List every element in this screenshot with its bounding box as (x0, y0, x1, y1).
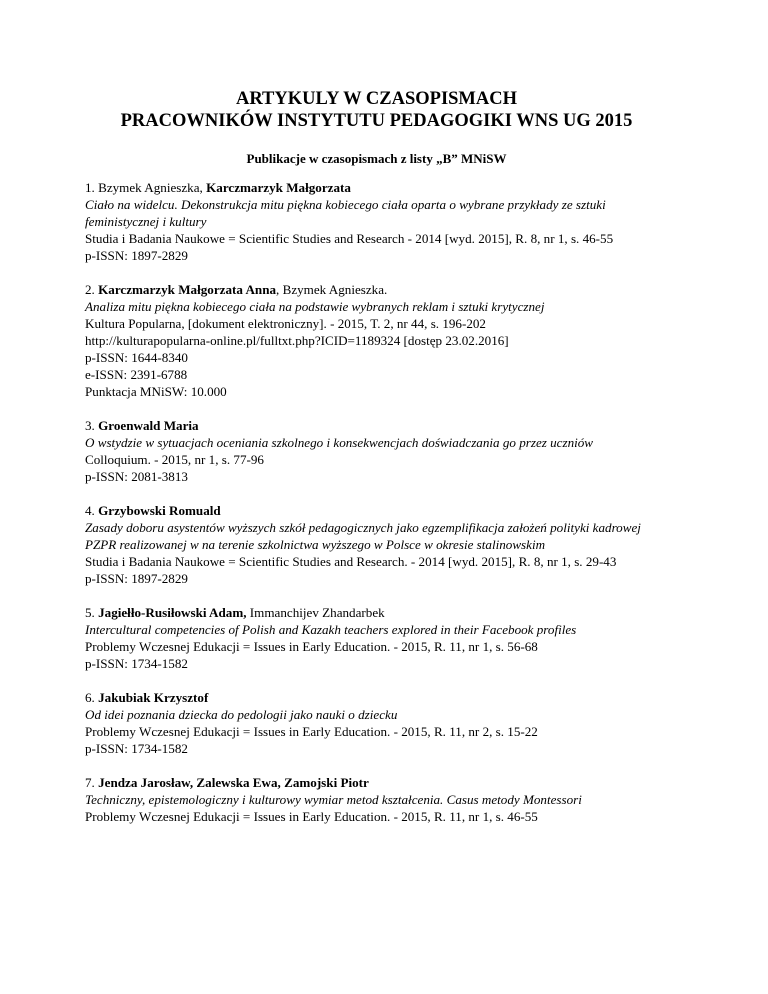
entry-journal: Colloquium. - 2015, nr 1, s. 77-96 (85, 452, 264, 467)
entry-number: 3. (85, 418, 99, 433)
entry-number: 6. (85, 690, 99, 705)
publication-entry-5 (85, 604, 668, 672)
entry-url[interactable]: http://kulturapopularna-online.pl/fulltxt.php?ICID=1189324 [dostęp 23.02.2016] (85, 333, 509, 348)
entry-number: 5. (85, 605, 99, 620)
entry-journal: Studia i Badania Naukowe = Scientific Studies and Research - 2014 [wyd. 2015], R. 8, nr 1, s. 46-55 (85, 231, 614, 246)
entry-number: 7. (85, 775, 99, 790)
entry-title: Ciało na widelcu. Dekonstrukcja mitu piękna kobiecego ciała oparta o wybrane przykłady ze sztuki feministycznej i kultury (85, 197, 606, 229)
entry-score: Punktacja MNiSW: 10.000 (85, 384, 227, 399)
entry-authors-bold: Karczmarzyk Małgorzata Anna (98, 282, 277, 297)
entry-title: O wstydzie w sytuacjach oceniania szkolnego i konsekwencjach doświadczania go przez uczniów (85, 435, 594, 450)
publication-entry-3 (85, 417, 668, 485)
section-subtitle: Publikacje w czasopismach z listy „B” MNiSW (246, 151, 507, 166)
entry-journal: Problemy Wczesnej Edukacji = Issues in Early Education. - 2015, R. 11, nr 2, s. 15-22 (85, 724, 538, 739)
entry-title: Intercultural competencies of Polish and Kazakh teachers explored in their Facebook profiles (85, 622, 577, 637)
title-line-1: ARTYKULY W CZASOPISMACH (235, 89, 517, 109)
entry-number: 4. (85, 503, 99, 518)
entry-authors-bold: Grzybowski Romuald (98, 503, 221, 518)
entry-authors-bold: Jakubiak Krzysztof (98, 690, 209, 705)
entry-eissn: e-ISSN: 2391-6788 (85, 367, 188, 382)
entry-journal: Problemy Wczesnej Edukacji = Issues in Early Education. - 2015, R. 11, nr 1, s. 56-68 (85, 639, 538, 654)
entry-issn: p-ISSN: 1897-2829 (85, 571, 188, 586)
entry-number: 1. (85, 180, 99, 195)
publication-list (85, 179, 668, 825)
entry-authors-bold: Karczmarzyk Małgorzata (206, 180, 351, 195)
publication-entry-7 (85, 774, 668, 825)
entry-journal: Kultura Popularna, [dokument elektroniczny]. - 2015, T. 2, nr 44, s. 196-202 (85, 316, 486, 331)
entry-issn: p-ISSN: 1897-2829 (85, 248, 188, 263)
entry-title: Techniczny, epistemologiczny i kulturowy wymiar metod kształcenia. Casus metody Montessori (85, 792, 582, 807)
entry-number: 2. (85, 282, 99, 297)
entry-authors-bold: Jendza Jarosław, Zalewska Ewa, Zamojski Piotr (98, 775, 369, 790)
entry-title: Zasady doboru asystentów wyższych szkół pedagogicznych jako egzemplifikacja założeń polityki kadrowej PZPR realizowanej w na terenie szkolnictwa wyższego w Polsce w okresie stalinowskim (85, 520, 641, 552)
title-line-2: PRACOWNIKÓW INSTYTUTU PEDAGOGIKI WNS UG 2015 (120, 111, 633, 131)
entry-authors-bold: Groenwald Maria (98, 418, 199, 433)
document-title (85, 88, 668, 132)
entry-journal: Problemy Wczesnej Edukacji = Issues in Early Education. - 2015, R. 11, nr 1, s. 46-55 (85, 809, 538, 824)
entry-authors-bold: Jagiełło-Rusiłowski Adam, (98, 605, 247, 620)
entry-title: Od idei poznania dziecka do pedologii jako nauki o dziecku (85, 707, 398, 722)
entry-issn: p-ISSN: 1734-1582 (85, 656, 188, 671)
publication-entry-2 (85, 281, 668, 400)
entry-title: Analiza mitu piękna kobiecego ciała na podstawie wybranych reklam i sztuki krytycznej (85, 299, 545, 314)
entry-authors: , Bzymek Agnieszka. (276, 282, 388, 297)
entry-issn: p-ISSN: 1734-1582 (85, 741, 188, 756)
publication-entry-1 (85, 179, 668, 264)
entry-issn: p-ISSN: 1644-8340 (85, 350, 188, 365)
publication-entry-4 (85, 502, 668, 587)
entry-authors: Immanchijev Zhandarbek (246, 605, 385, 620)
entry-journal: Studia i Badania Naukowe = Scientific Studies and Research. - 2014 [wyd. 2015], R. 8, nr 1, s. 29-43 (85, 554, 617, 569)
entry-authors: Bzymek Agnieszka, (98, 180, 207, 195)
entry-issn: p-ISSN: 2081-3813 (85, 469, 188, 484)
publication-entry-6 (85, 689, 668, 757)
